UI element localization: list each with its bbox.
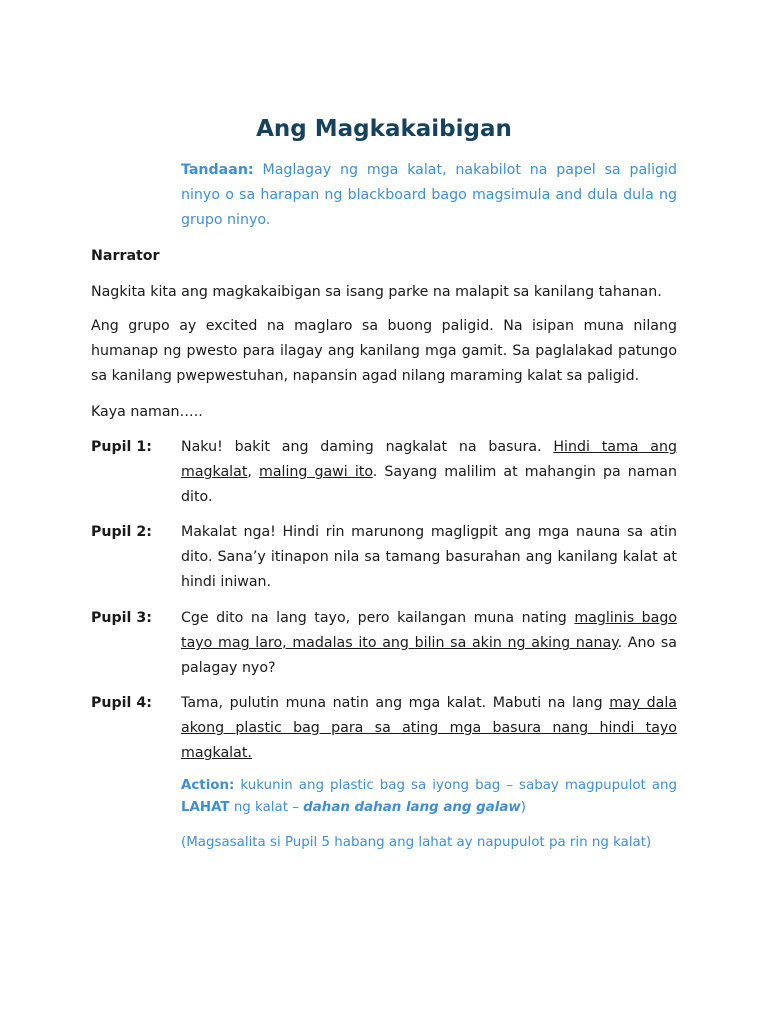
speech-pupil-4 <box>181 691 677 766</box>
action-note <box>181 775 677 819</box>
underlined-text: Hindi tama ang magkalat <box>181 439 677 480</box>
action-text: ng kalat – <box>229 800 304 815</box>
underlined-text: may dala akong plastic bag para sa ating mga basura nang hindi tayo magkalat. <box>181 695 678 761</box>
action-text: ) <box>520 800 527 815</box>
action-text: kukunin ang plastic bag sa iyong bag – sabay magpupulot ang <box>234 778 677 793</box>
speaker-pupil-4: Pupil 4: <box>91 695 152 711</box>
tandaan-label: Tandaan: <box>181 162 254 178</box>
speaker-pupil-1: Pupil 1: <box>91 439 152 455</box>
action-emphasis: dahan dahan lang ang galaw <box>303 800 521 815</box>
stage-direction: (Magsasalita si Pupil 5 habang ang lahat ay napupulot pa rin ng kalat) <box>181 835 652 850</box>
speech-text: . Sayang malilim at mahangin pa naman dito. <box>181 464 677 505</box>
speech-text: Cge dito na lang tayo, pero kailangan muna nating <box>181 610 575 626</box>
narrator-paragraph-2: Ang grupo ay excited na maglaro sa buong paligid. Na isipan muna nilang humanap ng pwesto para ilagay ang kanilang mga gamit. Sa paglalakad patungo sa kanilang pwepwestuhan, napansin agad nilang maraming kalat sa paligid. <box>91 318 677 384</box>
narrator-paragraph-3: Kaya naman….. <box>91 404 203 420</box>
speech-pupil-3 <box>181 606 677 681</box>
document-title: Ang Magkakaibigan <box>256 116 512 142</box>
speech-pupil-1 <box>181 435 677 510</box>
action-label: Action: <box>181 778 235 793</box>
speech-text: . Ano sa palagay nyo? <box>181 635 677 676</box>
narrator-label: Narrator <box>91 248 160 264</box>
speech-text: Tama, pulutin muna natin ang mga kalat. Mabuti na lang <box>181 695 610 711</box>
tandaan-note <box>181 158 677 233</box>
speech-pupil-2: Makalat nga! Hindi rin marunong magligpit ang mga nauna sa atin dito. Sana’y itinapon nila sa tamang basurahan ang kanilang kalat at hindi iniwan. <box>181 524 677 590</box>
speech-text: Naku! bakit ang daming nagkalat na basura. <box>181 439 554 455</box>
underlined-text: maling gawi ito <box>259 464 373 480</box>
tandaan-text: Maglagay ng mga kalat, nakabilot na papel sa paligid ninyo o sa harapan ng blackboard bago magsimula and dula dula ng grupo ninyo. <box>181 162 677 228</box>
speaker-pupil-3: Pupil 3: <box>91 610 152 626</box>
underlined-text: maglinis bago tayo mag laro, madalas ito ang bilin sa akin ng aking nanay <box>181 610 678 651</box>
action-lahat: LAHAT <box>181 800 230 815</box>
speaker-pupil-2: Pupil 2: <box>91 524 152 540</box>
narrator-paragraph-1: Nagkita kita ang magkakaibigan sa isang parke na malapit sa kanilang tahanan. <box>91 284 662 300</box>
speech-text: , <box>247 464 259 480</box>
